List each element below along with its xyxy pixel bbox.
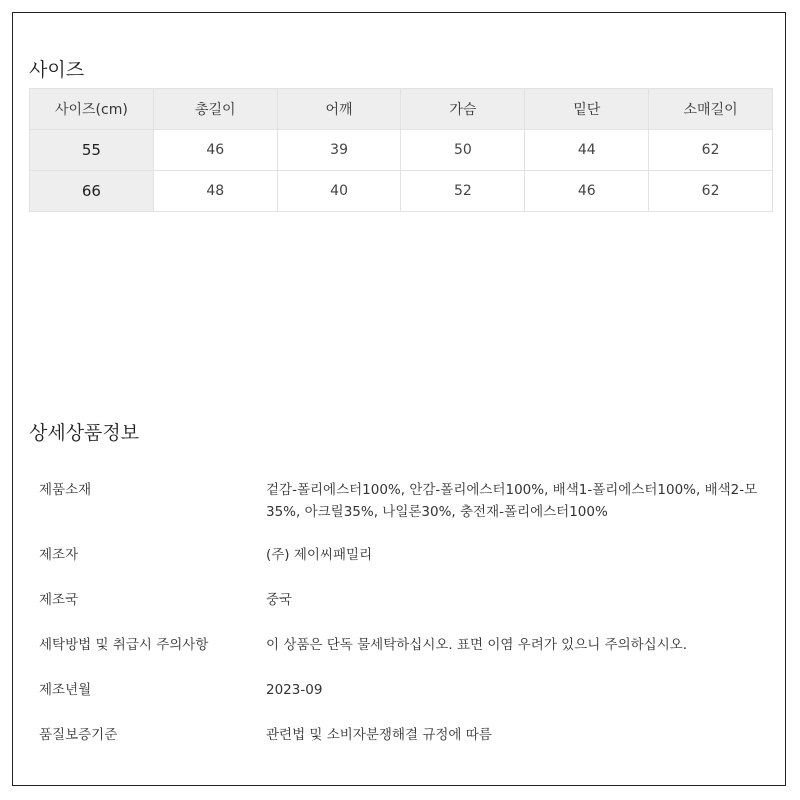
detail-label: 제조자 <box>39 547 79 563</box>
table-row <box>30 130 773 171</box>
size-table-header-row <box>30 89 773 130</box>
table-cell: 50 <box>401 130 525 171</box>
size-table-header-cell: 가슴 <box>401 89 525 130</box>
detail-label: 제품소재 <box>39 482 92 498</box>
size-section-title: 사이즈 <box>29 59 85 81</box>
detail-value: 이 상품은 단독 물세탁하십시오. 표면 이염 우려가 있으니 주의하십시오. <box>266 637 688 653</box>
detail-section-title: 상세상품정보 <box>29 422 140 444</box>
detail-value: 2023-09 <box>266 682 323 698</box>
table-cell: 44 <box>525 130 649 171</box>
detail-row-care <box>39 634 779 679</box>
detail-row-material <box>39 479 779 544</box>
table-cell: 40 <box>277 171 401 212</box>
table-cell: 62 <box>649 130 773 171</box>
product-info-frame <box>12 12 786 786</box>
table-row <box>30 171 773 212</box>
detail-row-date <box>39 679 779 724</box>
detail-label: 품질보증기준 <box>39 727 118 743</box>
table-cell: 52 <box>401 171 525 212</box>
table-cell: 46 <box>153 130 277 171</box>
size-label-cell: 55 <box>30 130 154 171</box>
detail-row-warranty <box>39 724 779 746</box>
size-table <box>29 88 773 212</box>
detail-value: 관련법 및 소비자분쟁해결 규정에 따름 <box>266 727 492 743</box>
detail-row-manufacturer <box>39 544 779 589</box>
size-table-header-cell: 총길이 <box>153 89 277 130</box>
size-table-header-cell: 밑단 <box>525 89 649 130</box>
size-table-header-cell: 어깨 <box>277 89 401 130</box>
detail-value: (주) 제이씨패밀리 <box>266 547 373 563</box>
detail-label: 세탁방법 및 취급시 주의사항 <box>39 637 209 653</box>
detail-label: 제조년월 <box>39 682 92 698</box>
table-cell: 39 <box>277 130 401 171</box>
detail-row-country <box>39 589 779 634</box>
detail-label: 제조국 <box>39 592 79 608</box>
size-table-header-cell: 소매길이 <box>649 89 773 130</box>
size-table-header-cell: 사이즈(cm) <box>30 89 154 130</box>
detail-list <box>39 479 779 746</box>
table-cell: 62 <box>649 171 773 212</box>
size-label-cell: 66 <box>30 171 154 212</box>
detail-value: 중국 <box>266 592 293 608</box>
table-cell: 48 <box>153 171 277 212</box>
table-cell: 46 <box>525 171 649 212</box>
detail-value: 겉감-폴리에스터100%, 안감-폴리에스터100%, 배색1-폴리에스터100%, 배색2-모35%, 아크릴35%, 나일론30%, 충전재-폴리에스터100% <box>266 482 758 520</box>
